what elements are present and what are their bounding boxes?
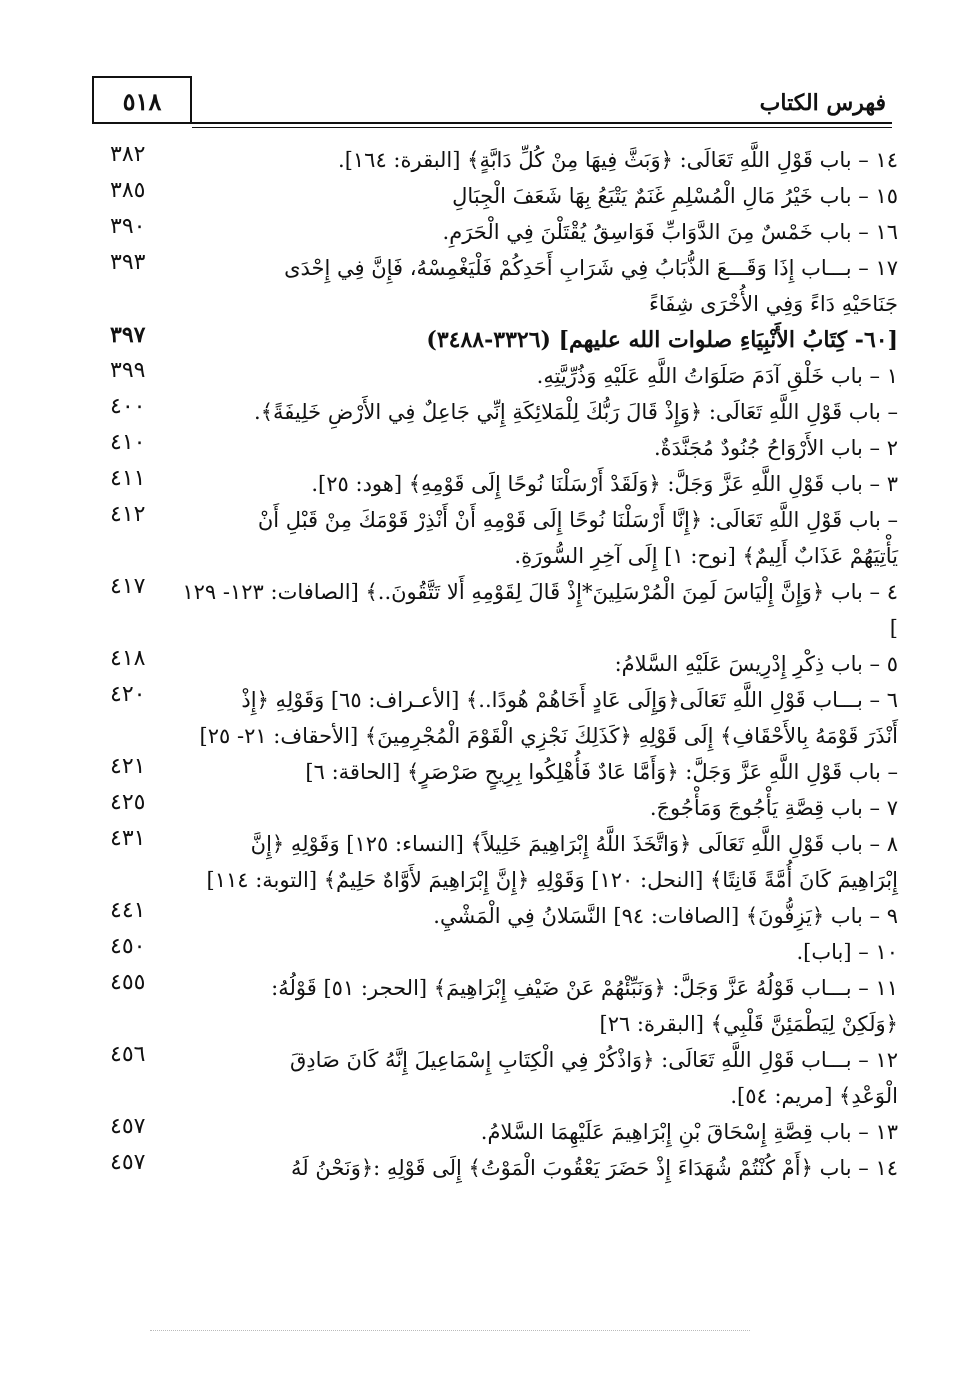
entry-line: أَنْذَرَ قَوْمَهُ بِالأَحْقَافِ﴾ إِلَى قَوْلِهِ ﴿كَذَلِكَ نَجْزِي الْقَوْمَ الْمُجْرِمِينَ﴾ [الأحقاف: ٢١- ٢٥] [199, 724, 898, 748]
entry-text [200, 826, 898, 898]
page-number-box [92, 76, 192, 124]
index-entry [110, 574, 900, 646]
entry-page-number: ٤٢٠ [110, 682, 146, 707]
entry-line: ١٣ – باب قِصَّةِ إِسْحَاقَ بْنِ إِبْرَاهِيمَ عَلَيْهِمَا السَّلامُ. [480, 1120, 898, 1144]
entry-text [200, 214, 898, 250]
header-rule-thick [92, 122, 892, 124]
entry-line: يَأْتِيَهُمْ عَذَابٌ أَلِيمٌ﴾ [نوح: ١] إِلَى آخِرِ السُّورَةِ. [514, 544, 898, 568]
index-entry [110, 898, 900, 934]
entry-page-number: ٤٥٧ [110, 1114, 146, 1139]
index-entry [110, 466, 900, 502]
entry-line: ١١ – بـــاب قَوْلُهُ عَزَّ وَجَلَّ: ﴿وَنَبِّئْهُمْ عَنْ ضَيْفِ إِبْرَاهِيمَ﴾ [الحجر: ٥١] قَوْلُهُ: [271, 976, 898, 1000]
index-entry [110, 1042, 900, 1114]
entry-text [200, 1042, 898, 1114]
entry-text [200, 898, 898, 934]
index-entry [110, 826, 900, 898]
entry-page-number: ٤٥٠ [110, 934, 146, 959]
page-header [92, 76, 892, 128]
entry-text [200, 142, 898, 178]
entry-text [200, 178, 898, 214]
index-entry [110, 934, 900, 970]
entry-line: جَنَاحَيْهِ دَاءً وَفِي الأُخْرَى شِفَاءً [648, 292, 898, 316]
entry-line: – باب قَوْلِ اللَّهِ تَعَالَى: ﴿وَإِذْ قَالَ رَبُّكَ لِلْمَلائِكَةِ إِنِّي جَاعِلٌ فِي الأَرْضِ خَلِيفَةً﴾. [254, 400, 898, 424]
entry-line: ١٤ – باب ﴿أَمْ كُنْتُمْ شُهَدَاءَ إِذْ حَضَرَ يَعْقُوبَ الْمَوْتُ﴾ إِلَى قَوْلِهِ :﴿وَنَحْنُ لَهُ [291, 1156, 898, 1180]
entry-line: [٦٠- كِتَابُ الأَنْبِيَاءِ صلوات الله عليهم] (٣٣٢٦-٣٤٨٨) [426, 327, 898, 353]
entry-line: إِبْرَاهِيمَ كَانَ أُمَّةً قَانِتًا﴾ [النحل: ١٢٠] وَقَوْلِهِ ﴿إِنَّ إِبْرَاهِيمَ لأَوَّاهٌ حَلِيمٌ﴾ [التوبة: ١١٤] [206, 868, 898, 892]
entry-line: ١٠ – [باب]. [796, 940, 898, 964]
index-entry [110, 214, 900, 250]
index-entry [110, 1114, 900, 1150]
entry-line: الْوَعْدِ﴾ [مريم: ٥٤]. [730, 1084, 898, 1108]
entry-text [200, 934, 898, 970]
entry-page-number: ٤٠٠ [110, 394, 146, 419]
index-entry [110, 250, 900, 322]
index-entry [110, 970, 900, 1042]
index-entry [110, 754, 900, 790]
header-rule-thin [192, 127, 892, 128]
entry-line: ٢ – باب الأَرْوَاحُ جُنُودٌ مُجَنَّدَةٌ. [653, 436, 898, 460]
entry-line: ٨ – باب قَوْلِ اللَّهِ تَعَالَى ﴿وَاتَّخَذَ اللَّهُ إِبْرَاهِيمَ خَلِيلاً﴾ [النساء: ١٢٥] وَقَوْلِهِ ﴿إِنَّ [250, 832, 898, 856]
index-entry [110, 358, 900, 394]
entry-page-number: ٣٨٥ [110, 178, 146, 203]
entry-page-number: ٤٥٧ [110, 1150, 146, 1175]
index-entry [110, 682, 900, 754]
entry-page-number: ٣٨٢ [110, 142, 146, 167]
index-entry [110, 790, 900, 826]
entry-text [200, 790, 898, 826]
entry-text [200, 502, 898, 574]
entry-page-number: ٤١٧ [110, 574, 146, 599]
entry-text [200, 682, 898, 754]
entry-text [200, 322, 898, 358]
entry-line: ١٦ – باب خَمْسٌ مِنَ الدَّوَابِّ فَوَاسِقُ يُقْتَلْنَ فِي الْحَرَمِ. [442, 220, 898, 244]
chapter-heading-row [110, 322, 900, 358]
entry-page-number: ٣٩٠ [110, 214, 146, 239]
entry-line: ١٧ – بـــاب إِذَا وَقَـــعَ الذُّبَابُ فِي شَرَابِ أَحَدِكُمْ فَلْيَغْمِسْهُ، فَإِنَّ فِي إِحْدَى [284, 256, 898, 280]
entry-text [182, 574, 898, 646]
entry-line: ١٢ – بـــاب قَوْلِ اللَّهِ تَعَالَى: ﴿وَاذْكُرْ فِي الْكِتَابِ إِسْمَاعِيلَ إِنَّهُ كَانَ صَادِقَ [289, 1048, 898, 1072]
entry-line: ١٤ – باب قَوْلِ اللَّهِ تَعَالَى: ﴿وَبَثَّ فِيهَا مِنْ كُلِّ دَابَّةٍ﴾ [البقرة: ١٦٤]. [338, 148, 898, 172]
entry-page-number: ٤١٠ [110, 430, 146, 455]
entry-page-number: ٤٤١ [110, 898, 146, 923]
entry-page-number: ٤٥٥ [110, 970, 146, 995]
index-entry [110, 142, 900, 178]
entry-text [200, 1114, 898, 1150]
entry-line: ١٥ – باب خَيْرُ مَالِ الْمُسْلِمِ غَنَمٌ يَتْبَعُ بِهَا شَعَفَ الْجِبَالِ [452, 184, 898, 208]
entry-page-number: ٤١٢ [110, 502, 146, 527]
entry-page-number: ٣٩٩ [110, 358, 146, 383]
entry-text [200, 358, 898, 394]
entry-page-number: ٤٣١ [110, 826, 146, 851]
entry-line: ٣ – باب قَوْلِ اللَّهِ عَزَّ وَجَلَّ: ﴿وَلَقَدْ أَرْسَلْنَا نُوحًا إِلَى قَوْمِهِ﴾ [هود: ٢٥]. [311, 472, 898, 496]
entry-text [200, 394, 898, 430]
entry-page-number: ٤١٨ [110, 646, 146, 671]
entry-page-number: ٤٢١ [110, 754, 146, 779]
entry-page-number: ٣٩٣ [110, 250, 146, 275]
entry-line: ] [889, 616, 898, 640]
index-entry [110, 430, 900, 466]
entry-line: ٥ – باب ذِكْرِ إِدْرِيسَ عَلَيْهِ السَّلامُ: [614, 652, 898, 676]
running-title: فهرس الكتاب [759, 90, 886, 116]
index-list [110, 142, 900, 1186]
entry-page-number: ٤٢٥ [110, 790, 146, 815]
entry-text [200, 466, 898, 502]
entry-text [200, 1150, 898, 1186]
page-number: ٥١٨ [122, 86, 162, 116]
entry-page-number: ٤١١ [110, 466, 146, 491]
index-entry [110, 394, 900, 430]
page-footer-rule [150, 1330, 750, 1332]
entry-line: ١ – باب خَلْقِ آدَمَ صَلَوَاتُ اللَّهِ عَلَيْهِ وَذُرِّيَّتِهِ. [536, 364, 898, 388]
entry-line: ٤ – باب ﴿وَإِنَّ إِلْيَاسَ لَمِنَ الْمُرْسَلِينَ*إِذْ قَالَ لِقَوْمِهِ أَلا تَتَّقُونَ..﴾ [الصافات: ١٢٣- ١٢٩ [182, 580, 898, 604]
entry-text [200, 430, 898, 466]
entry-text [200, 250, 898, 322]
entry-text [200, 970, 898, 1042]
entry-page-number: ٤٥٦ [110, 1042, 146, 1067]
entry-line: – باب قَوْلِ اللَّهِ تَعَالَى: ﴿إِنَّا أَرْسَلْنَا نُوحًا إِلَى قَوْمِهِ أَنْ أَنْذِرْ قَوْمَكَ مِنْ قَبْلِ أَنْ [257, 508, 898, 532]
index-entry [110, 178, 900, 214]
entry-line: ٧ – باب قِصَّةِ يَأْجُوجَ وَمَأْجُوجَ. [649, 796, 898, 820]
entry-text [200, 646, 898, 682]
entry-line: ٦ – بـــاب قَوْلِ اللَّهِ تَعَالَى﴿وَإِلَى عَادٍ أَخَاهُمْ هُودًا..﴾ [الأعـراف: ٦٥] وَقَوْلِهِ ﴿إِذْ [241, 688, 898, 712]
entry-line: ٩ – باب ﴿يَزِفُّونَ﴾ [الصافات: ٩٤] النَّسَلانُ فِي الْمَشْيِ. [433, 904, 898, 928]
index-entry [110, 1150, 900, 1186]
entry-line: ﴿وَلَكِنْ لِيَطْمَئِنَّ قَلْبِي﴾ [البقرة: ٢٦] [599, 1012, 898, 1036]
index-entry [110, 502, 900, 574]
index-entry [110, 646, 900, 682]
entry-text [200, 754, 898, 790]
entry-line: – باب قَوْلِ اللَّهِ عَزَّ وَجَلَّ: ﴿وَأَمَّا عَادٌ فَأُهْلِكُوا بِرِيحٍ صَرْصَرٍ﴾ [الحاقة: ٦] [305, 760, 898, 784]
entry-page-number: ٣٩٧ [110, 322, 146, 348]
